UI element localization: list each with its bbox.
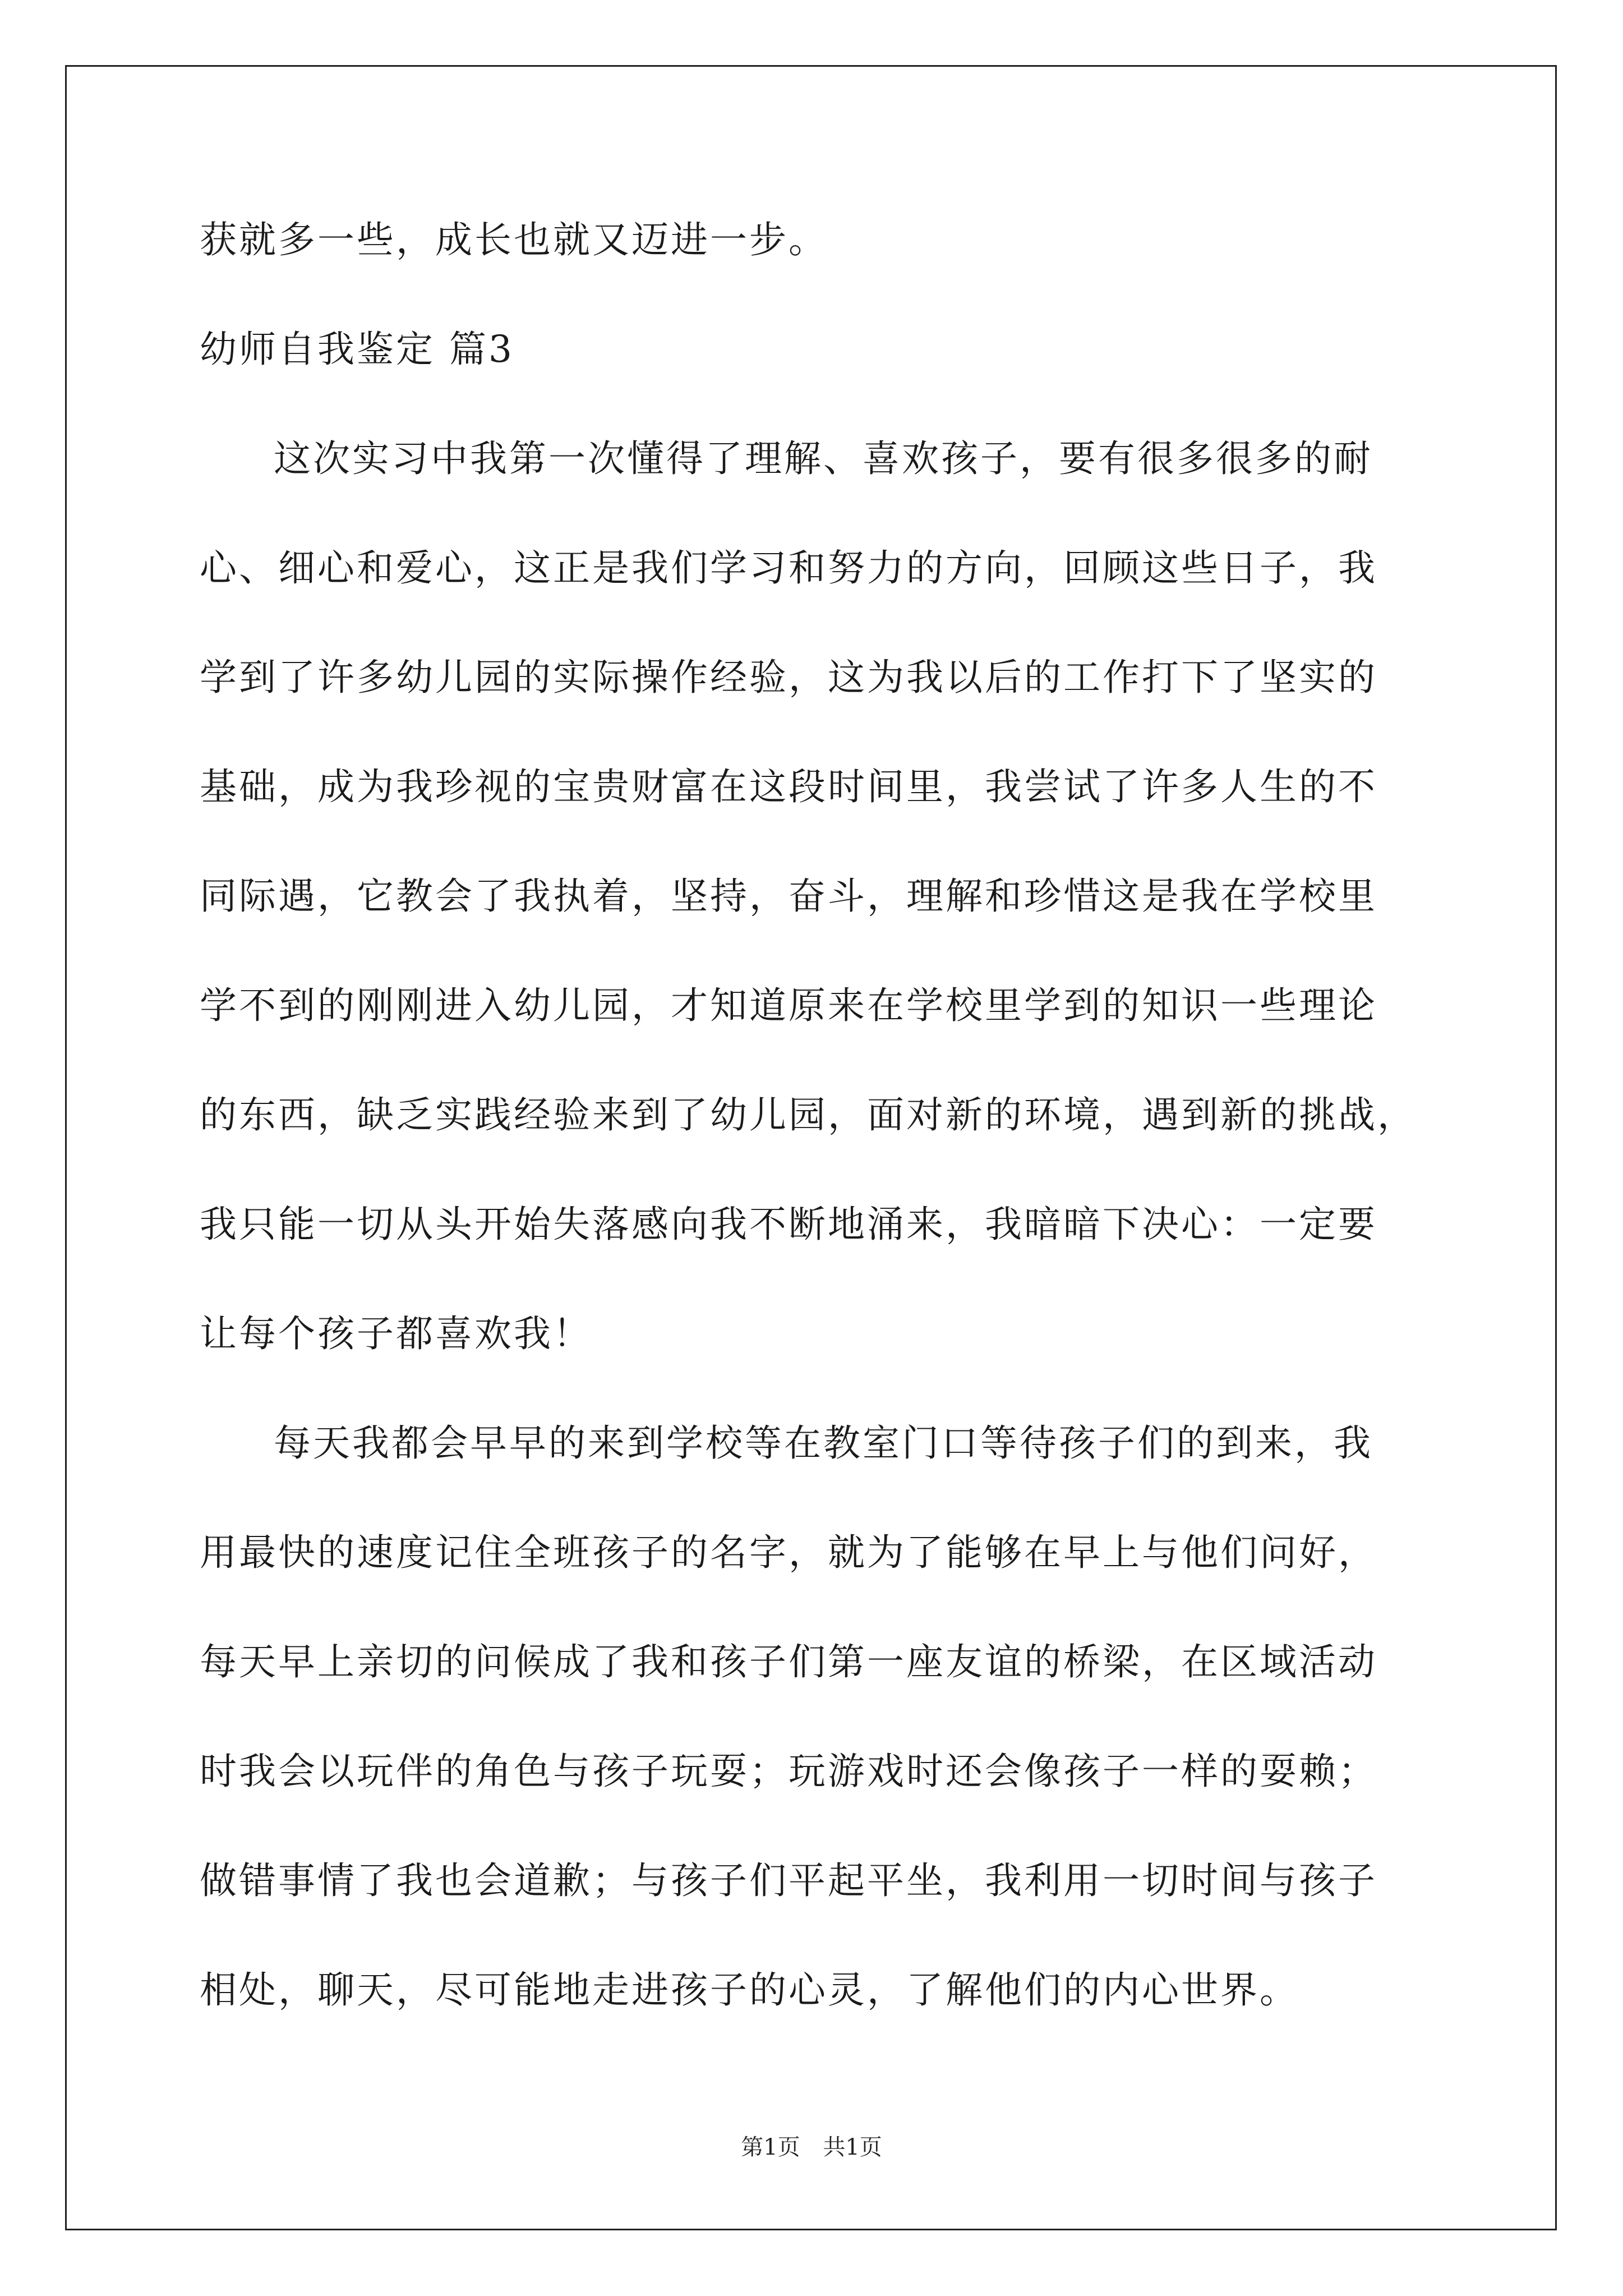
paragraph-2-line: 时我会以玩伴的角色与孩子玩耍；玩游戏时还会像孩子一样的耍赖；: [200, 1750, 1377, 1793]
page-footer: [0, 2136, 1623, 2159]
paragraph-1-line: 心、细心和爱心，这正是我们学习和努力的方向，回顾这些日子，我: [200, 546, 1377, 590]
paragraph-1-line: 学到了许多幼儿园的实际操作经验，这为我以后的工作打下了坚实的: [200, 656, 1377, 699]
paragraph-2-line: 做错事情了我也会道歉；与孩子们平起平坐，我利用一切时间与孩子: [200, 1859, 1377, 1902]
paragraph-1-line: 同际遇，它教会了我执着，坚持，奋斗，理解和珍惜这是我在学校里: [200, 875, 1377, 918]
page-number: 第1页: [741, 2134, 800, 2160]
text-line: 获就多一些，成长也就又迈进一步。: [200, 218, 828, 261]
paragraph-2-line: 每天早上亲切的问候成了我和孩子们第一座友谊的桥梁，在区域活动: [200, 1640, 1377, 1683]
paragraph-2-line: 用最快的速度记住全班孩子的名字，就为了能够在早上与他们问好，: [200, 1531, 1377, 1574]
page-total: 共1页: [823, 2134, 882, 2160]
paragraph-1-line: 让每个孩子都喜欢我！: [200, 1312, 592, 1355]
paragraph-1-line: 学不到的刚刚进入幼儿园，才知道原来在学校里学到的知识一些理论: [200, 984, 1377, 1027]
paragraph-2-line: 相处，聊天，尽可能地走进孩子的心灵，了解他们的内心世界。: [200, 1968, 1299, 2012]
paragraph-1-line: 的东西，缺乏实践经验来到了幼儿园，面对新的环境，遇到新的挑战，: [200, 1093, 1417, 1137]
page-border: [65, 65, 1557, 2230]
paragraph-2-line: 每天我都会早早的来到学校等在教室门口等待孩子们的到来，我: [274, 1421, 1373, 1465]
paragraph-1-line: 这次实习中我第一次懂得了理解、喜欢孩子，要有很多很多的耐: [274, 437, 1373, 480]
section-heading: 幼师自我鉴定 篇3: [200, 328, 514, 371]
paragraph-1-line: 基础，成为我珍视的宝贵财富在这段时间里，我尝试了许多人生的不: [200, 765, 1377, 808]
paragraph-1-line: 我只能一切从头开始失落感向我不断地涌来，我暗暗下决心：一定要: [200, 1203, 1377, 1246]
